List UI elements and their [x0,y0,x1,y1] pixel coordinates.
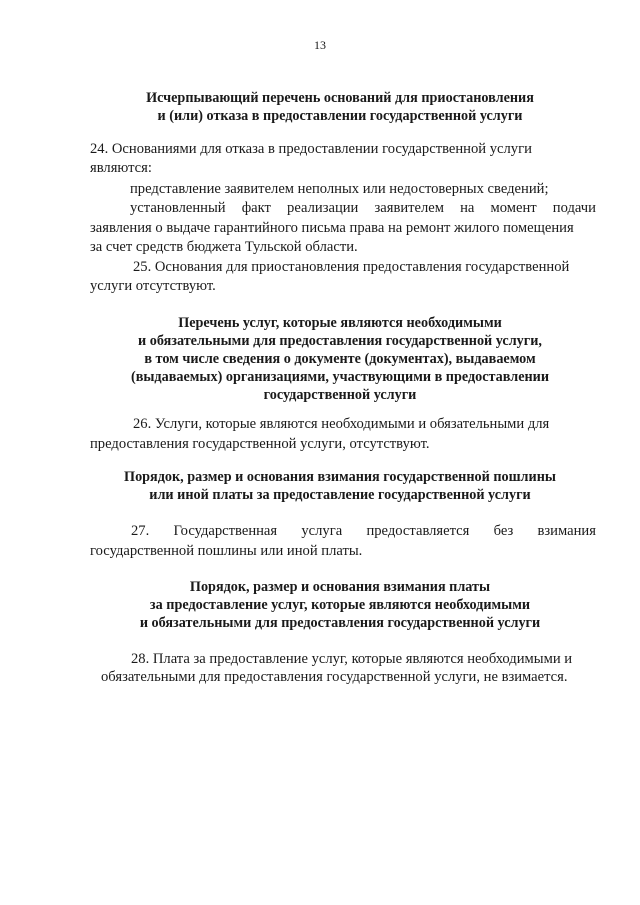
word: реализации [287,200,359,216]
word: на [460,200,475,216]
word: взимания [537,523,596,539]
word: услуга [301,523,343,539]
word: установленный [130,200,226,216]
word: 27. [131,523,150,539]
section-heading-required-services [60,314,620,404]
heading-line: в том числе сведения о документе (документах), выдаваемом [144,351,536,367]
page-number: 13 [314,38,326,52]
paragraph-25-line-2: услуги отсутствуют. [90,278,216,294]
heading-line: или иной платы за предоставление государственной услуги [149,487,531,503]
paragraph-24-line-3: представление заявителем неполных или недостоверных сведений; [130,181,549,197]
heading-line: и (или) отказа в предоставлении государственной услуги [157,108,523,124]
heading-line: государственной услуги [263,387,417,403]
heading-line: Исчерпывающий перечень оснований для приостановления [146,90,534,106]
section-heading-state-duty [60,468,620,504]
word: заявителем [374,200,444,216]
paragraph-27-line-2: государственной пошлины или иной платы. [90,543,363,559]
text-span: 24. Основаниями для отказа в предоставлении государственной услуги [90,141,532,157]
heading-line: Порядок, размер и основания взимания платы [189,579,491,595]
heading-line: и обязательными для предоставления государственной услуги, [138,333,542,349]
paragraph-28-line-1: 28. Плата за предоставление услуг, которые являются необходимыми и [131,651,573,667]
paragraph-24-line-1 [90,139,596,159]
paragraph-26-line-1: 26. Услуги, которые являются необходимыми и обязательными для [133,416,550,432]
heading-line: (выдаваемых) организациями, участвующими в предоставлении [130,369,550,385]
paragraph-24-line-5: заявления о выдаче гарантийного письма права на ремонт жилого помещения [90,220,574,236]
heading-line: Порядок, размер и основания взимания государственной пошлины [124,469,556,485]
paragraph-27-line-1 [131,521,596,541]
section-heading-fee-for-services [60,578,620,632]
heading-line: за предоставление услуг, которые являются необходимыми [149,597,531,613]
word: момент [490,200,537,216]
paragraph-24-line-2: являются: [90,160,152,176]
paragraph-24-line-6: за счет средств бюджета Тульской области. [90,239,358,255]
paragraph-24-line-4 [130,198,596,218]
paragraph-28-line-2: обязательными для предоставления государственной услуги, не взимается. [101,669,568,685]
word: без [493,523,514,539]
heading-line: и обязательными для предоставления государственной услуги [139,615,541,631]
word: факт [241,200,271,216]
word: Государственная [173,523,278,539]
paragraph-25-line-1: 25. Основания для приостановления предоставления государственной [133,259,570,275]
word: подачи [552,200,596,216]
heading-line: Перечень услуг, которые являются необходимыми [178,315,502,331]
word: предоставляется [366,523,470,539]
section-heading-grounds-refusal [60,89,620,125]
paragraph-26-line-2: предоставления государственной услуги, отсутствуют. [90,436,430,452]
